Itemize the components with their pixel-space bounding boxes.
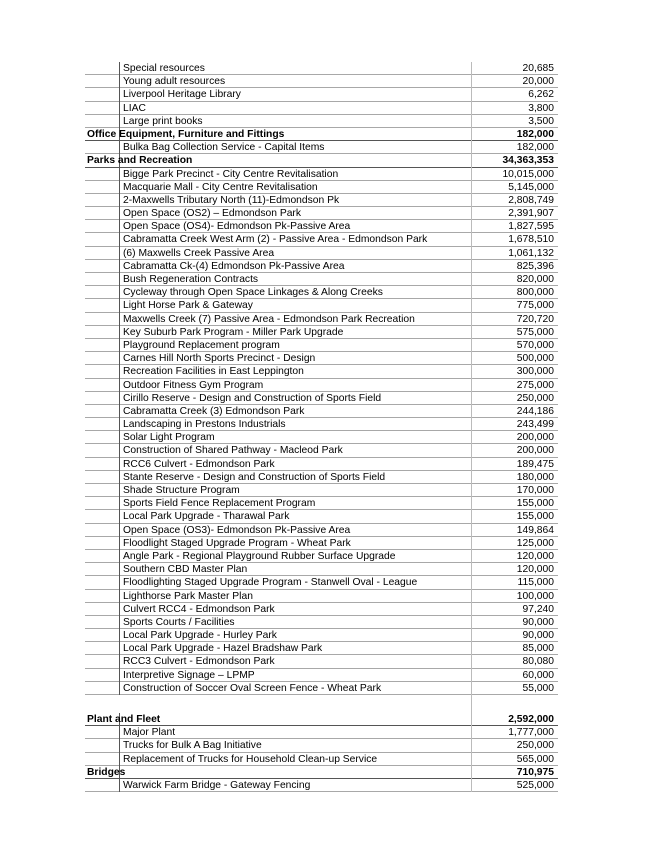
category-amount: 2,592,000 (508, 714, 554, 725)
row-divider (119, 484, 120, 497)
item-amount: 125,000 (516, 537, 554, 549)
item-label: Southern CBD Master Plan (123, 564, 248, 576)
column-divider (471, 629, 472, 642)
table-row (85, 458, 558, 471)
table-row (85, 537, 558, 550)
item-label: Sports Courts / Facilities (123, 616, 235, 628)
table-row (85, 629, 558, 642)
item-amount: 200,000 (516, 432, 554, 444)
item-amount: 120,000 (516, 564, 554, 576)
row-divider (119, 779, 120, 792)
item-amount: 80,080 (522, 656, 554, 668)
row-divider (119, 563, 120, 576)
column-divider (471, 713, 472, 726)
row-divider (119, 405, 120, 418)
column-divider (471, 62, 472, 75)
item-amount: 182,000 (516, 142, 554, 154)
column-divider (471, 484, 472, 497)
table-row (85, 497, 558, 510)
category-row (85, 713, 558, 726)
item-amount: 97,240 (522, 603, 554, 615)
row-divider (119, 299, 120, 312)
item-amount: 90,000 (522, 630, 554, 642)
table-row (85, 339, 558, 352)
item-label: Cabramatta Creek (3) Edmondson Park (123, 405, 305, 417)
item-label: Local Park Upgrade - Hazel Bradshaw Park (123, 643, 323, 655)
row-divider (119, 75, 120, 88)
row-divider (119, 537, 120, 550)
row-divider (119, 753, 120, 766)
item-label: Macquarie Mall - City Centre Revitalisation (123, 181, 318, 193)
row-divider (119, 88, 120, 101)
table-row (85, 753, 558, 766)
column-divider (471, 88, 472, 101)
item-amount: 90,000 (522, 616, 554, 628)
item-amount: 20,685 (522, 63, 554, 74)
table-row (85, 524, 558, 537)
column-divider (471, 550, 472, 563)
item-amount: 200,000 (516, 445, 554, 457)
column-divider (471, 537, 472, 550)
row-divider (119, 655, 120, 668)
row-divider (119, 352, 120, 365)
column-divider (471, 379, 472, 392)
table-row (85, 739, 558, 752)
item-amount: 180,000 (516, 471, 554, 483)
table-row (85, 655, 558, 668)
column-divider (471, 365, 472, 378)
item-label: Cycleway through Open Space Linkages & Along Creeks (123, 287, 383, 299)
column-divider (471, 392, 472, 405)
table-row (85, 603, 558, 616)
item-amount: 170,000 (516, 485, 554, 496)
category-label: Bridges (87, 766, 126, 778)
table-row (85, 669, 558, 682)
item-label: Trucks for Bulk A Bag Initiative (123, 740, 262, 752)
item-label: Stante Reserve - Design and Construction of Sports Field (123, 471, 386, 483)
column-divider (471, 168, 472, 181)
item-amount: 275,000 (516, 379, 554, 391)
item-amount: 155,000 (516, 511, 554, 523)
item-label: Large print books (123, 115, 203, 127)
row-divider (119, 247, 120, 260)
category-label: Plant and Fleet (87, 714, 161, 725)
table-row (85, 247, 558, 260)
column-divider (471, 352, 472, 365)
item-label: Landscaping in Prestons Industrials (123, 419, 286, 431)
item-amount: 1,827,595 (508, 221, 554, 233)
column-divider (471, 299, 472, 312)
table-row (85, 590, 558, 603)
column-divider (471, 102, 472, 115)
row-divider (119, 418, 120, 431)
item-amount: 3,800 (528, 102, 554, 114)
item-amount: 525,000 (516, 779, 554, 791)
column-divider (471, 524, 472, 537)
item-label: Bigge Park Precinct - City Centre Revitalisation (123, 168, 339, 180)
item-amount: 250,000 (516, 740, 554, 752)
item-label: Bulka Bag Collection Service - Capital Items (123, 142, 325, 154)
column-divider (471, 418, 472, 431)
item-label: Open Space (OS4)- Edmondson Pk-Passive Area (123, 221, 351, 233)
item-label: Recreation Facilities in East Leppington (123, 366, 304, 378)
row-divider (119, 431, 120, 444)
item-amount: 300,000 (516, 366, 554, 378)
table-row (85, 392, 558, 405)
item-label: Open Space (OS2) – Edmondson Park (123, 208, 302, 220)
item-amount: 1,777,000 (508, 727, 554, 739)
item-label: Key Suburb Park Program - Miller Park Upgrade (123, 326, 344, 338)
item-amount: 189,475 (516, 458, 554, 470)
row-divider (119, 339, 120, 352)
item-label: Sports Field Fence Replacement Program (123, 498, 316, 510)
table-row (85, 220, 558, 233)
column-divider (471, 154, 472, 167)
column-divider (471, 563, 472, 576)
item-label: Playground Replacement program (123, 339, 280, 351)
column-divider (471, 458, 472, 471)
item-label: RCC3 Culvert - Edmondson Park (123, 656, 275, 668)
item-label: Special resources (123, 63, 205, 74)
table-row (85, 194, 558, 207)
row-divider (119, 629, 120, 642)
budget-table (85, 62, 558, 792)
item-label: Light Horse Park & Gateway (123, 300, 253, 312)
table-row (85, 616, 558, 629)
item-label: (6) Maxwells Creek Passive Area (123, 247, 275, 259)
table-row (85, 168, 558, 181)
item-amount: 20,000 (522, 76, 554, 88)
row-divider (119, 379, 120, 392)
column-divider (471, 655, 472, 668)
row-divider (119, 207, 120, 220)
table-row (85, 299, 558, 312)
column-divider (471, 220, 472, 233)
item-label: Warwick Farm Bridge - Gateway Fencing (123, 779, 311, 791)
column-divider (471, 75, 472, 88)
item-amount: 1,678,510 (508, 234, 554, 246)
table-row (85, 260, 558, 273)
table-row (85, 444, 558, 457)
row-divider (119, 286, 120, 299)
row-divider (119, 181, 120, 194)
category-amount: 34,363,353 (502, 155, 554, 167)
column-divider (471, 273, 472, 286)
column-divider (471, 233, 472, 246)
table-row (85, 62, 558, 75)
row-divider (119, 392, 120, 405)
item-label: Local Park Upgrade - Hurley Park (123, 630, 277, 642)
row-divider (119, 444, 120, 457)
row-divider (119, 471, 120, 484)
column-divider (471, 779, 472, 792)
item-amount: 10,015,000 (502, 168, 554, 180)
table-row (85, 550, 558, 563)
item-amount: 3,500 (528, 115, 554, 127)
column-divider (471, 313, 472, 326)
item-amount: 565,000 (516, 753, 554, 765)
column-divider (471, 642, 472, 655)
item-label: Liverpool Heritage Library (123, 89, 241, 101)
row-divider (119, 642, 120, 655)
row-divider (119, 682, 120, 695)
item-amount: 60,000 (522, 669, 554, 681)
table-row (85, 682, 558, 695)
table-row (85, 484, 558, 497)
column-divider (471, 405, 472, 418)
row-divider (119, 669, 120, 682)
category-label: Office Equipment, Furniture and Fittings (87, 128, 285, 140)
item-label: Angle Park - Regional Playground Rubber Surface Upgrade (123, 550, 396, 562)
item-amount: 243,499 (516, 419, 554, 431)
column-divider (471, 726, 472, 739)
row-divider (119, 590, 120, 603)
item-amount: 570,000 (516, 339, 554, 351)
item-amount: 6,262 (528, 89, 554, 101)
row-divider (119, 141, 120, 154)
column-divider (471, 471, 472, 484)
item-label: Cirillo Reserve - Design and Construction of Sports Field (123, 392, 382, 404)
column-divider (471, 603, 472, 616)
item-label: Major Plant (123, 727, 176, 739)
table-row (85, 405, 558, 418)
column-divider (471, 339, 472, 352)
item-amount: 244,186 (516, 405, 554, 417)
row-divider (119, 220, 120, 233)
row-divider (119, 458, 120, 471)
table-row (85, 379, 558, 392)
column-divider (471, 115, 472, 128)
item-amount: 250,000 (516, 392, 554, 404)
table-row (85, 286, 558, 299)
item-amount: 825,396 (516, 260, 554, 272)
item-amount: 575,000 (516, 326, 554, 338)
table-row (85, 563, 558, 576)
table-row (85, 642, 558, 655)
category-row (85, 766, 558, 779)
item-label: LIAC (123, 102, 146, 114)
row-divider (119, 102, 120, 115)
row-divider (119, 576, 120, 589)
row-divider (119, 603, 120, 616)
table-row (85, 365, 558, 378)
column-divider (471, 326, 472, 339)
item-amount: 820,000 (516, 274, 554, 285)
row-divider (119, 726, 120, 739)
item-label: Young adult resources (123, 76, 226, 88)
item-label: Carnes Hill North Sports Precinct - Design (123, 353, 316, 365)
row-divider (119, 168, 120, 181)
item-amount: 149,864 (516, 524, 554, 536)
row-divider (119, 550, 120, 563)
column-divider (471, 669, 472, 682)
column-divider (471, 510, 472, 523)
item-amount: 800,000 (516, 287, 554, 299)
item-amount: 115,000 (517, 577, 554, 589)
item-label: Solar Light Program (123, 432, 215, 444)
table-row (85, 102, 558, 115)
row-divider (119, 313, 120, 326)
row-divider (119, 62, 120, 75)
item-label: Cabramatta Ck-(4) Edmondson Pk-Passive Area (123, 260, 345, 272)
item-amount: 720,720 (516, 313, 554, 325)
column-divider (471, 753, 472, 766)
category-row (85, 154, 558, 167)
item-amount: 100,000 (516, 590, 554, 602)
column-divider (471, 181, 472, 194)
item-amount: 1,061,132 (508, 247, 554, 259)
table-row (85, 75, 558, 88)
item-amount: 5,145,000 (508, 181, 554, 193)
spacer-row (85, 695, 558, 713)
table-row (85, 273, 558, 286)
row-divider (119, 616, 120, 629)
column-divider (471, 286, 472, 299)
item-label: 2-Maxwells Tributary North (11)-Edmondson Pk (123, 194, 340, 206)
table-row (85, 418, 558, 431)
item-amount: 155,000 (516, 498, 554, 510)
table-row (85, 576, 558, 589)
item-label: RCC6 Culvert - Edmondson Park (123, 458, 275, 470)
table-row (85, 233, 558, 246)
category-amount: 182,000 (516, 128, 554, 140)
item-label: Construction of Soccer Oval Screen Fence - Wheat Park (123, 682, 382, 694)
table-row (85, 510, 558, 523)
table-row (85, 313, 558, 326)
column-divider (471, 766, 472, 779)
item-amount: 55,000 (522, 682, 554, 694)
item-label: Cabramatta Creek West Arm (2) - Passive Area - Edmondson Park (123, 234, 428, 246)
column-divider (471, 260, 472, 273)
item-label: Local Park Upgrade - Tharawal Park (123, 511, 290, 523)
table-row (85, 88, 558, 101)
row-divider (119, 260, 120, 273)
column-divider (471, 739, 472, 752)
row-divider (119, 115, 120, 128)
row-divider (119, 233, 120, 246)
column-divider (471, 141, 472, 154)
row-divider (119, 524, 120, 537)
column-divider (471, 497, 472, 510)
table-row (85, 207, 558, 220)
row-divider (119, 326, 120, 339)
item-label: Shade Structure Program (123, 485, 240, 496)
item-amount: 500,000 (516, 353, 554, 365)
column-divider (471, 207, 472, 220)
row-divider (119, 739, 120, 752)
table-row (85, 326, 558, 339)
category-label: Parks and Recreation (87, 155, 193, 167)
row-divider (119, 497, 120, 510)
table-row (85, 431, 558, 444)
item-label: Interpretive Signage – LPMP (123, 669, 255, 681)
column-divider (471, 194, 472, 207)
item-amount: 85,000 (522, 643, 554, 655)
table-row (85, 471, 558, 484)
item-label: Bush Regeneration Contracts (123, 274, 259, 285)
item-label: Maxwells Creek (7) Passive Area - Edmondson Park Recreation (123, 313, 415, 325)
row-divider (119, 510, 120, 523)
table-row (85, 115, 558, 128)
row-divider (119, 365, 120, 378)
item-amount: 2,808,749 (508, 194, 554, 206)
item-label: Construction of Shared Pathway - Macleod Park (123, 445, 343, 457)
column-divider (471, 695, 472, 714)
table-row (85, 726, 558, 739)
row-divider (119, 273, 120, 286)
item-label: Outdoor Fitness Gym Program (123, 379, 264, 391)
item-label: Replacement of Trucks for Household Clean-up Service (123, 753, 378, 765)
item-amount: 2,391,907 (508, 208, 554, 220)
item-amount: 775,000 (516, 300, 554, 312)
column-divider (471, 431, 472, 444)
item-label: Floodlight Staged Upgrade Program - Wheat Park (123, 537, 351, 549)
column-divider (471, 590, 472, 603)
item-label: Floodlighting Staged Upgrade Program - Stanwell Oval - League (123, 577, 418, 589)
item-label: Open Space (OS3)- Edmondson Pk-Passive Area (123, 524, 351, 536)
category-amount: 710,975 (516, 766, 554, 778)
category-row (85, 128, 558, 141)
row-divider (119, 194, 120, 207)
column-divider (471, 128, 472, 141)
column-divider (471, 576, 472, 589)
column-divider (471, 444, 472, 457)
item-label: Lighthorse Park Master Plan (123, 590, 253, 602)
table-row (85, 352, 558, 365)
column-divider (471, 682, 472, 695)
column-divider (471, 616, 472, 629)
item-amount: 120,000 (516, 550, 554, 562)
table-row (85, 181, 558, 194)
item-label: Culvert RCC4 - Edmondson Park (123, 603, 275, 615)
table-row (85, 141, 558, 154)
column-divider (471, 247, 472, 260)
table-row (85, 779, 558, 792)
